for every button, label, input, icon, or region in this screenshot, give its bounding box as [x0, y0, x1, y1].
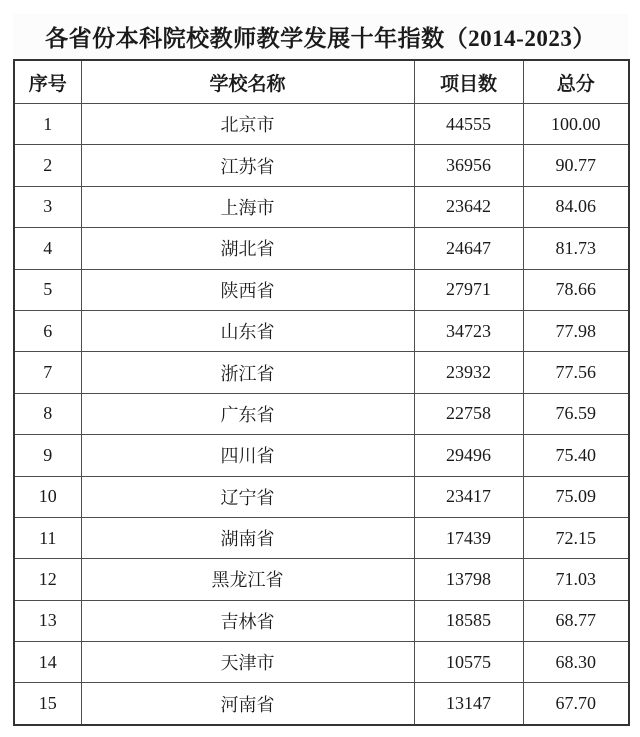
col-header-score: 总分 — [523, 60, 629, 104]
cell-rank: 11 — [14, 517, 81, 558]
cell-score: 84.06 — [523, 186, 629, 227]
cell-rank: 3 — [14, 186, 81, 227]
cell-score: 68.30 — [523, 642, 629, 683]
cell-projects: 23417 — [414, 476, 523, 517]
table-header — [14, 60, 629, 104]
cell-score: 72.15 — [523, 517, 629, 558]
cell-score: 75.09 — [523, 476, 629, 517]
table-row — [14, 228, 629, 269]
cell-projects: 24647 — [414, 228, 523, 269]
col-header-name: 学校名称 — [81, 60, 414, 104]
cell-score: 76.59 — [523, 393, 629, 434]
header-row — [14, 60, 629, 104]
cell-name: 湖北省 — [81, 228, 414, 269]
cell-projects: 27971 — [414, 269, 523, 310]
table-row — [14, 600, 629, 641]
cell-score: 68.77 — [523, 600, 629, 641]
cell-score: 71.03 — [523, 559, 629, 600]
cell-name: 河南省 — [81, 683, 414, 725]
cell-projects: 23642 — [414, 186, 523, 227]
cell-projects: 36956 — [414, 145, 523, 186]
cell-rank: 1 — [14, 104, 81, 145]
cell-name: 山东省 — [81, 310, 414, 351]
cell-name: 辽宁省 — [81, 476, 414, 517]
cell-name: 黑龙江省 — [81, 559, 414, 600]
cell-projects: 23932 — [414, 352, 523, 393]
cell-rank: 4 — [14, 228, 81, 269]
cell-rank: 8 — [14, 393, 81, 434]
cell-name: 广东省 — [81, 393, 414, 434]
document-sheet — [13, 14, 628, 726]
index-table — [13, 59, 630, 726]
cell-name: 陕西省 — [81, 269, 414, 310]
cell-score: 77.56 — [523, 352, 629, 393]
cell-name: 湖南省 — [81, 517, 414, 558]
table-row — [14, 310, 629, 351]
cell-rank: 10 — [14, 476, 81, 517]
table-title: 各省份本科院校教师教学发展十年指数（2014-2023） — [13, 14, 628, 59]
cell-name: 天津市 — [81, 642, 414, 683]
cell-projects: 13798 — [414, 559, 523, 600]
cell-score: 90.77 — [523, 145, 629, 186]
cell-projects: 29496 — [414, 435, 523, 476]
cell-projects: 13147 — [414, 683, 523, 725]
cell-name: 浙江省 — [81, 352, 414, 393]
table-row — [14, 352, 629, 393]
cell-rank: 14 — [14, 642, 81, 683]
cell-name: 江苏省 — [81, 145, 414, 186]
table-row — [14, 393, 629, 434]
cell-name: 北京市 — [81, 104, 414, 145]
cell-rank: 2 — [14, 145, 81, 186]
table-row — [14, 145, 629, 186]
table-row — [14, 517, 629, 558]
cell-projects: 18585 — [414, 600, 523, 641]
cell-score: 67.70 — [523, 683, 629, 725]
cell-score: 100.00 — [523, 104, 629, 145]
cell-name: 四川省 — [81, 435, 414, 476]
table-row — [14, 683, 629, 725]
table-row — [14, 559, 629, 600]
cell-projects: 17439 — [414, 517, 523, 558]
cell-score: 81.73 — [523, 228, 629, 269]
cell-rank: 7 — [14, 352, 81, 393]
cell-rank: 12 — [14, 559, 81, 600]
cell-rank: 15 — [14, 683, 81, 725]
col-header-rank: 序号 — [14, 60, 81, 104]
cell-rank: 13 — [14, 600, 81, 641]
table-row — [14, 104, 629, 145]
cell-name: 吉林省 — [81, 600, 414, 641]
cell-rank: 6 — [14, 310, 81, 351]
cell-projects: 10575 — [414, 642, 523, 683]
table-body — [14, 104, 629, 725]
table-row — [14, 435, 629, 476]
col-header-projects: 项目数 — [414, 60, 523, 104]
cell-score: 75.40 — [523, 435, 629, 476]
cell-projects: 22758 — [414, 393, 523, 434]
table-row — [14, 186, 629, 227]
cell-projects: 34723 — [414, 310, 523, 351]
cell-score: 77.98 — [523, 310, 629, 351]
cell-name: 上海市 — [81, 186, 414, 227]
cell-rank: 5 — [14, 269, 81, 310]
cell-rank: 9 — [14, 435, 81, 476]
cell-score: 78.66 — [523, 269, 629, 310]
table-row — [14, 476, 629, 517]
cell-projects: 44555 — [414, 104, 523, 145]
table-row — [14, 269, 629, 310]
table-row — [14, 642, 629, 683]
